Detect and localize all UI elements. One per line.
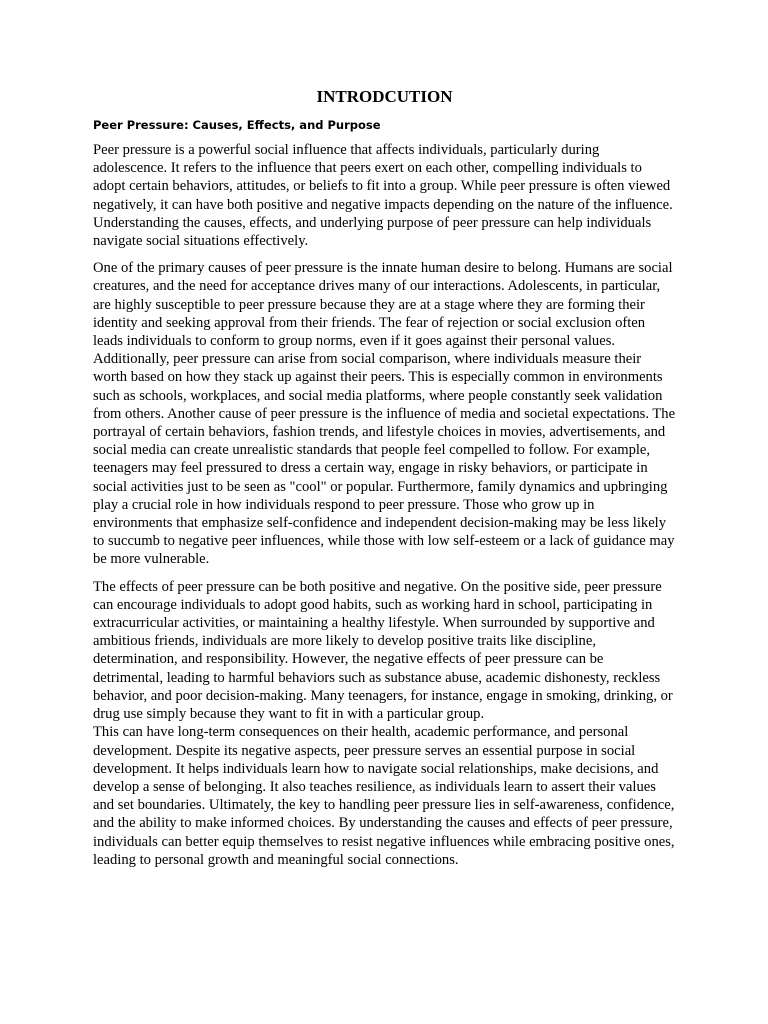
document-subtitle: Peer Pressure: Causes, Effects, and Purpose <box>93 118 381 132</box>
paragraph-effects: The effects of peer pressure can be both positive and negative. On the positive side, peer pressure can encourage individuals to adopt good habits, such as working hard in school, participating in extracurricular activities, or maintaining a healthy lifestyle. When surrounded by supportive and ambitious friends, individuals are more likely to develop positive traits like discipline, determination, and responsibility. However, the negative effects of peer pressure can be detrimental, leading to harmful behaviors such as substance abuse, academic dishonesty, reckless behavior, and poor decision-making. Many teenagers, for instance, engage in smoking, drinking, or drug use simply because they want to fit in with a particular group. <box>93 578 673 723</box>
paragraph-causes: One of the primary causes of peer pressure is the innate human desire to belong. Humans are social creatures, and the need for acceptance drives many of our interactions. Adolescents, in particular, are highly susceptible to peer pressure because they are at a stage where they are forming their identity and seeking approval from their friends. The fear of rejection or social exclusion often leads individuals to conform to group norms, even if it goes against their personal values. Additionally, peer pressure can arise from social comparison, where individuals measure their worth based on how they stack up against their peers. This is especially common in environments such as schools, workplaces, and social media platforms, where people constantly seek validation from others. Another cause of peer pressure is the influence of media and societal expectations. The portrayal of certain behaviors, fashion trends, and lifestyle choices in movies, advertisements, and social media can create unrealistic standards that people feel compelled to follow. For example, teenagers may feel pressured to dress a certain way, engage in risky behaviors, or participate in social activities just to be seen as "cool" or popular. Furthermore, family dynamics and upbringing play a crucial role in how individuals respond to peer pressure. Those who grow up in environments that emphasize self-confidence and independent decision-making may be less likely to succumb to negative peer influences, while those with low self-esteem or a lack of guidance may be more vulnerable. <box>93 260 676 568</box>
paragraph-intro: Peer pressure is a powerful social influence that affects individuals, particularly during adolescence. It refers to the influence that peers exert on each other, compelling individuals to adopt certain behaviors, attitudes, or beliefs to fit into a group. While peer pressure is often viewed negatively, it can have both positive and negative impacts depending on the nature of the influence. Understanding the causes, effects, and underlying purpose of peer pressure can help individuals navigate social situations effectively. <box>93 142 673 250</box>
paragraph-purpose: This can have long-term consequences on their health, academic performance, and personal development. Despite its negative aspects, peer pressure serves an essential purpose in social development. It helps individuals learn how to navigate social relationships, make decisions, and develop a sense of belonging. It also teaches resilience, as individuals learn to assert their values and set boundaries. Ultimately, the key to handling peer pressure lies in self-awareness, confidence, and the ability to make informed choices. By understanding the causes and effects of peer pressure, individuals can better equip themselves to resist negative influences while embracing positive ones, leading to personal growth and meaningful social connections. <box>93 724 675 868</box>
document-title: INTRODCUTION <box>316 87 453 106</box>
document-page <box>93 86 676 878</box>
